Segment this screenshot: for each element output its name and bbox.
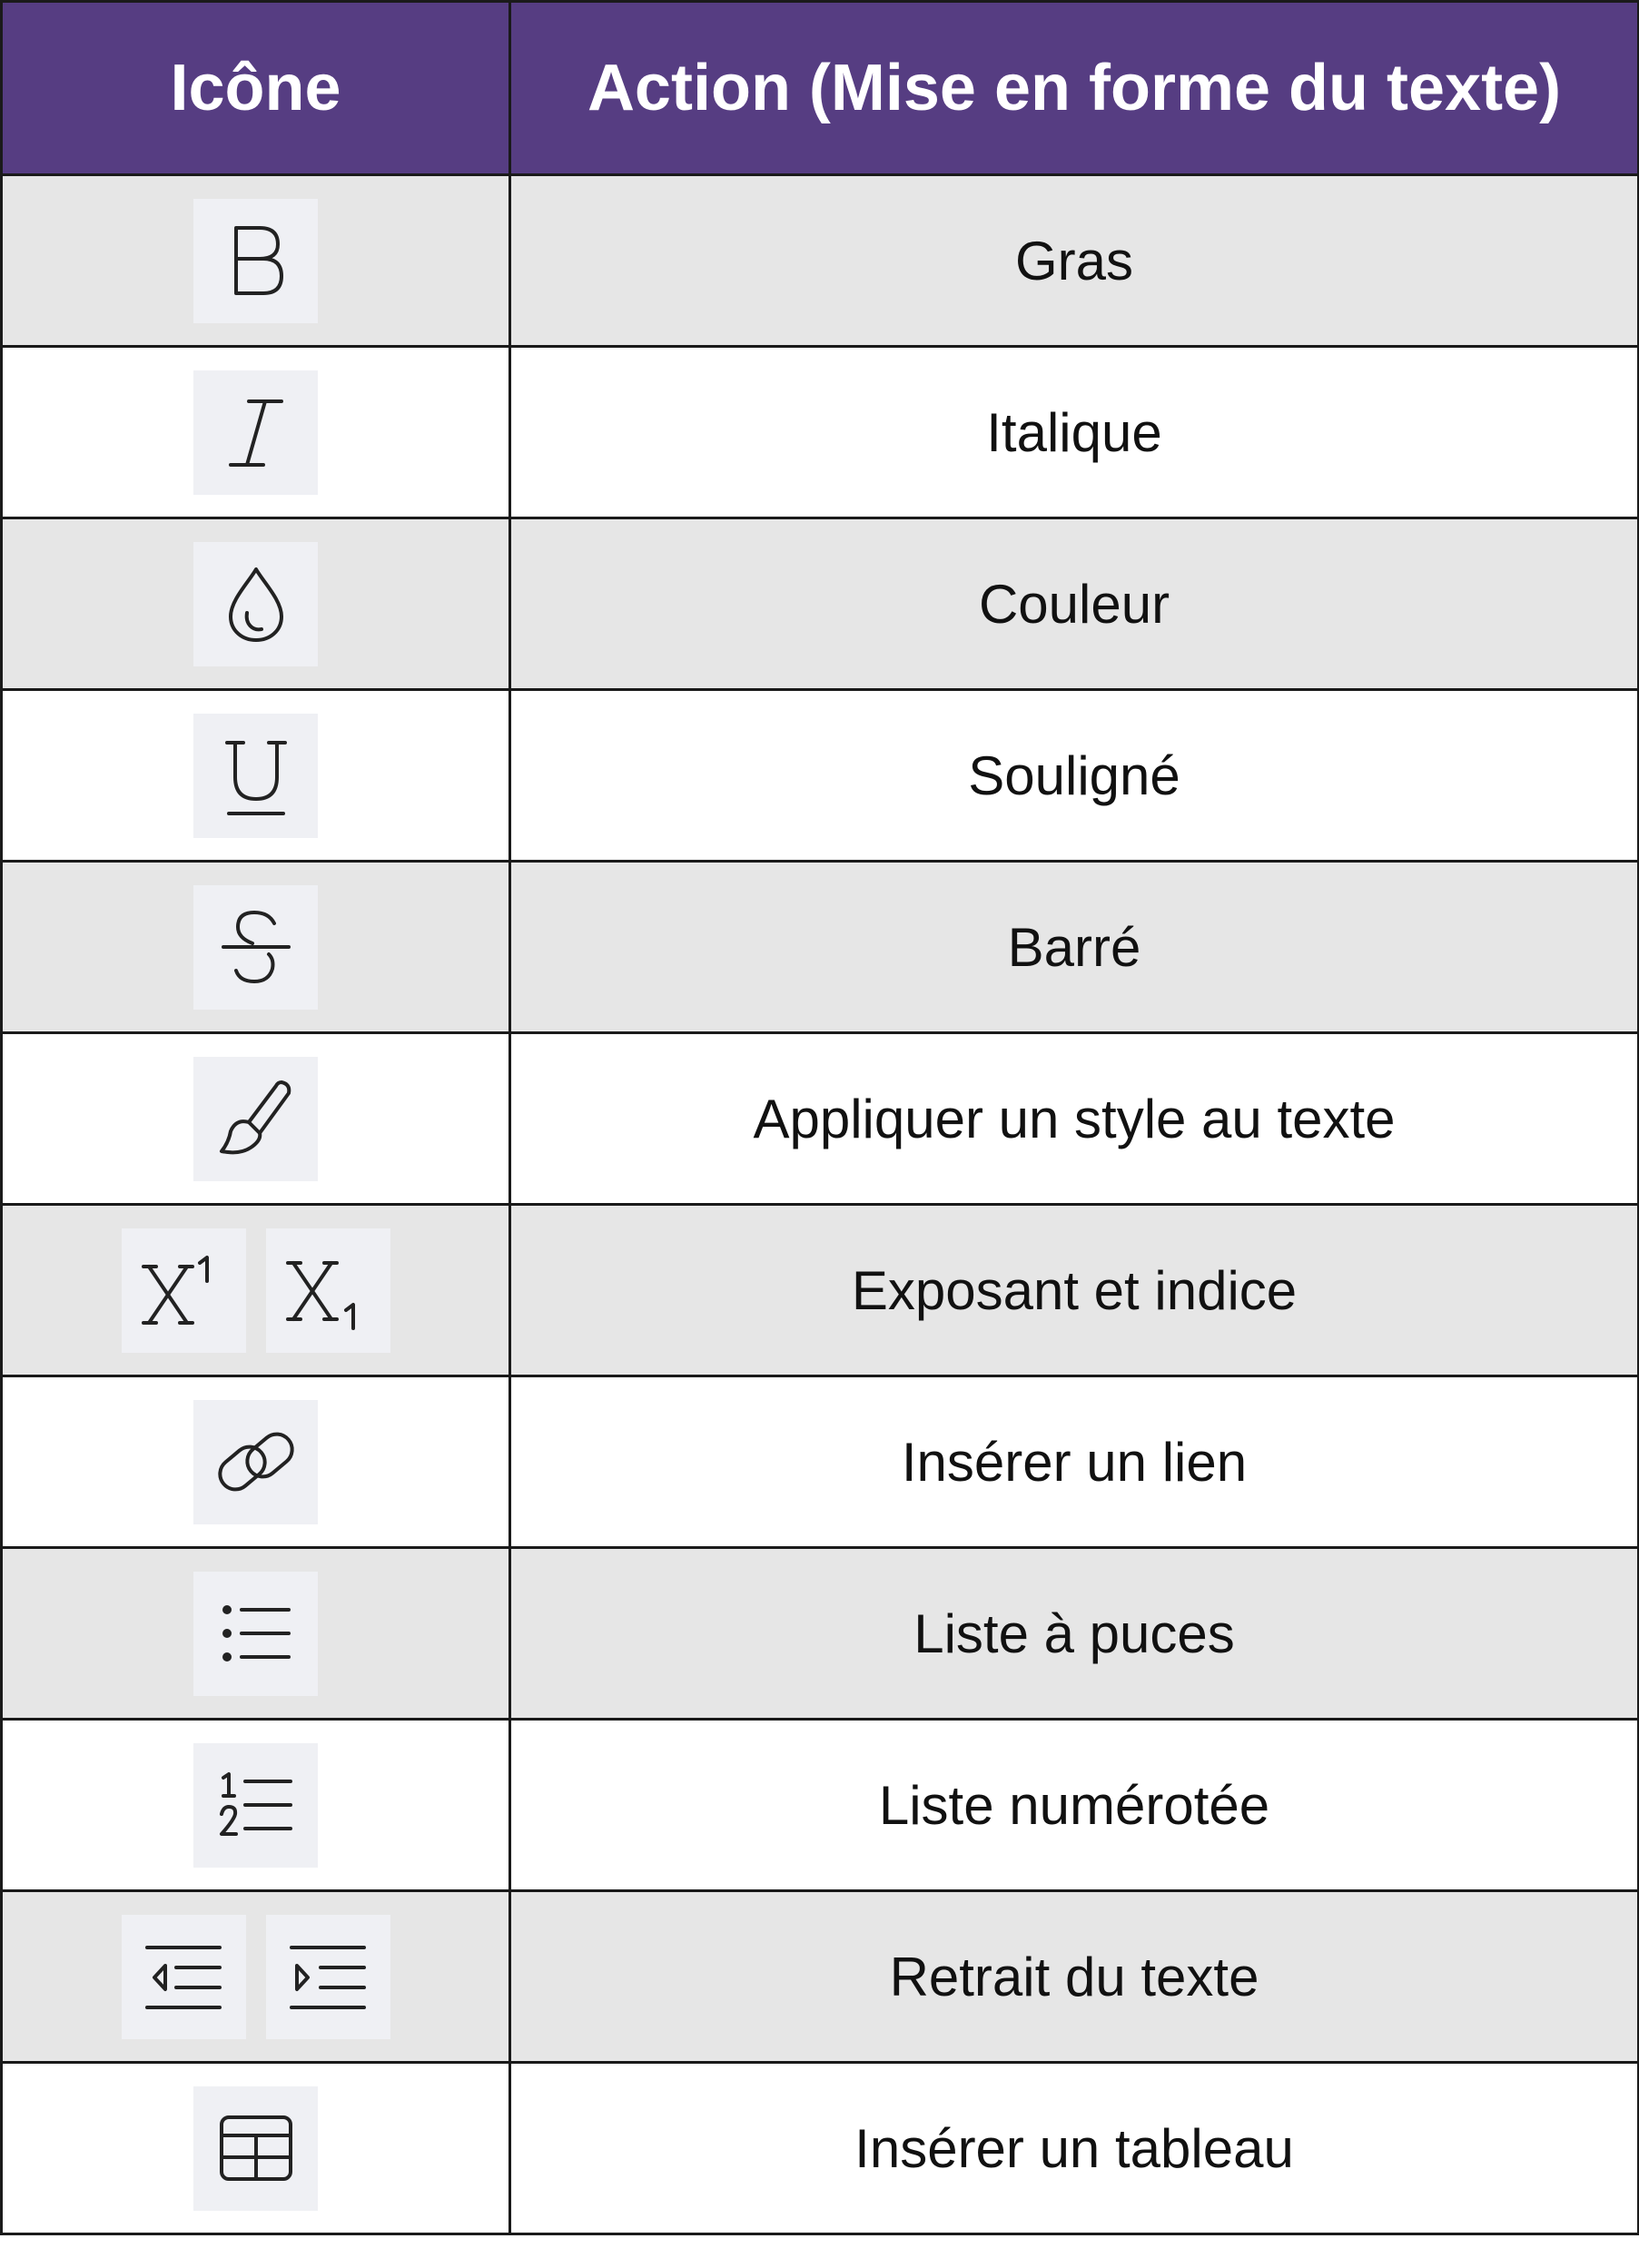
icon-cell: [2, 347, 510, 518]
table-row: [2, 690, 1639, 862]
table-row: [2, 518, 1639, 690]
underline-icon: [193, 714, 318, 838]
icon-cell: [2, 1205, 510, 1376]
action-cell: Liste à puces: [510, 1548, 1639, 1720]
action-cell: Insérer un lien: [510, 1376, 1639, 1548]
icon-cell: [2, 690, 510, 862]
table-row: [2, 1548, 1639, 1720]
action-cell: Appliquer un style au texte: [510, 1033, 1639, 1205]
icon-cell: [2, 2063, 510, 2234]
action-cell: Liste numérotée: [510, 1720, 1639, 1891]
icon-cell: [2, 175, 510, 347]
action-cell: Retrait du texte: [510, 1891, 1639, 2063]
header-row: [2, 2, 1639, 175]
numbered-list-icon: [193, 1743, 318, 1868]
action-cell: Exposant et indice: [510, 1205, 1639, 1376]
icon-cell: [2, 1891, 510, 2063]
subscript-icon: [266, 1228, 390, 1353]
table-row: [2, 1891, 1639, 2063]
icon-cell: [2, 862, 510, 1033]
bulleted-list-icon: [193, 1572, 318, 1696]
header-action: Action (Mise en forme du texte): [510, 2, 1639, 175]
action-cell: Gras: [510, 175, 1639, 347]
action-cell: Souligné: [510, 690, 1639, 862]
increase-indent-icon: [266, 1915, 390, 2039]
link-icon: [193, 1400, 318, 1524]
superscript-icon: [122, 1228, 246, 1353]
table-row: [2, 1033, 1639, 1205]
paintbrush-icon: [193, 1057, 318, 1181]
italic-icon: [193, 370, 318, 495]
table-row: [2, 1205, 1639, 1376]
header-icon: Icône: [2, 2, 510, 175]
action-cell: Italique: [510, 347, 1639, 518]
table-row: [2, 1376, 1639, 1548]
color-drop-icon: [193, 542, 318, 666]
icon-cell: [2, 1548, 510, 1720]
action-cell: Barré: [510, 862, 1639, 1033]
icon-cell: [2, 518, 510, 690]
table-row: [2, 175, 1639, 347]
icon-cell: [2, 1720, 510, 1891]
action-cell: Insérer un tableau: [510, 2063, 1639, 2234]
table-row: [2, 347, 1639, 518]
table-row: [2, 862, 1639, 1033]
bold-icon: [193, 199, 318, 323]
table-icon: [193, 2086, 318, 2211]
table-row: [2, 1720, 1639, 1891]
table-row: [2, 2063, 1639, 2234]
strikethrough-icon: [193, 885, 318, 1010]
icon-cell: [2, 1033, 510, 1205]
action-cell: Couleur: [510, 518, 1639, 690]
decrease-indent-icon: [122, 1915, 246, 2039]
icon-cell: [2, 1376, 510, 1548]
